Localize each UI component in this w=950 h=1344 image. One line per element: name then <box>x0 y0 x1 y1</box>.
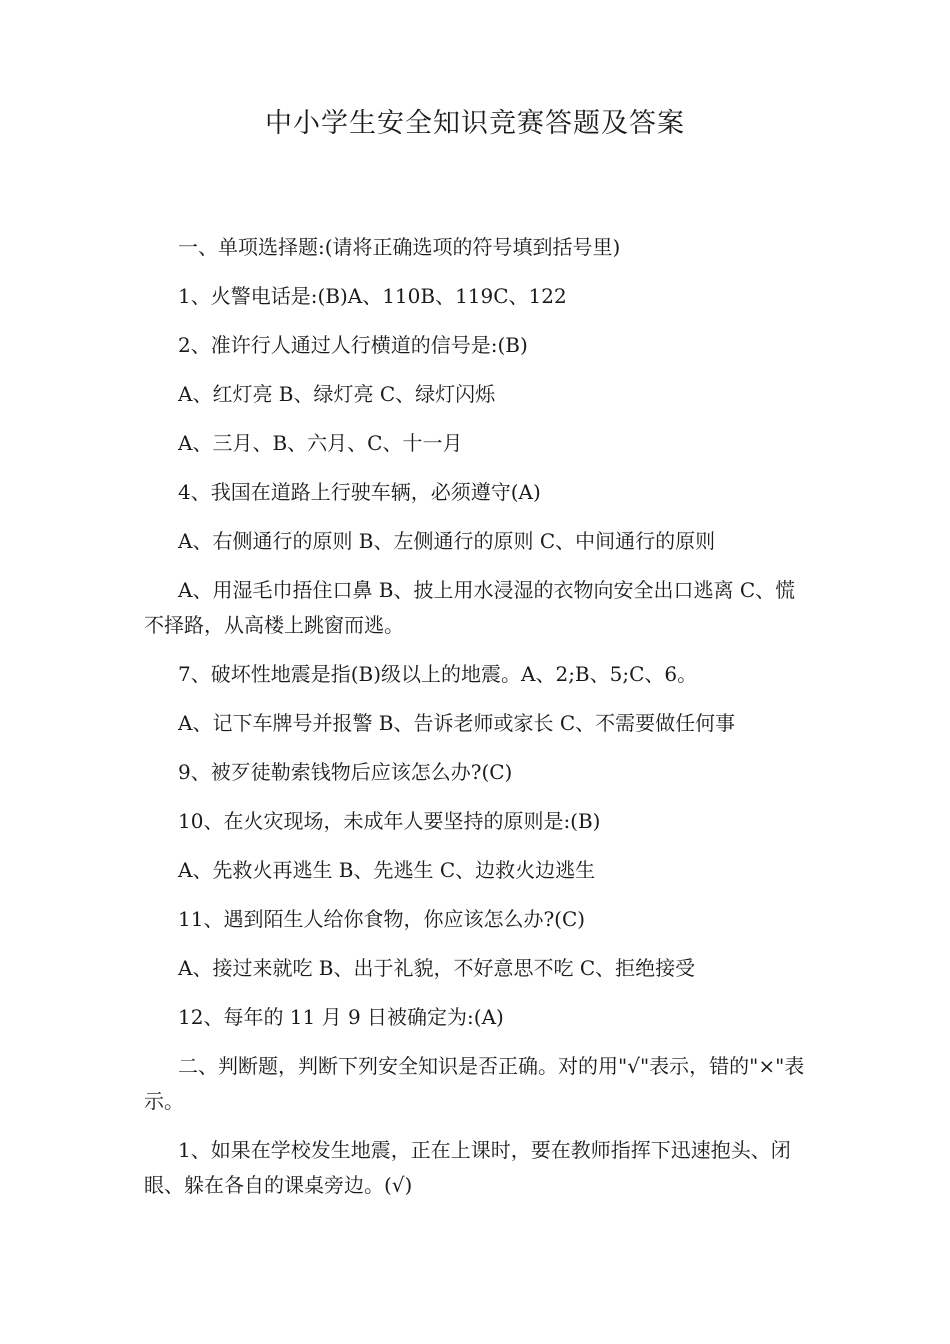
question-12: 12、每年的 11 月 9 日被确定为:(A) <box>178 1005 504 1029</box>
question-8-options: A、记下车牌号并报警 B、告诉老师或家长 C、不需要做任何事 <box>178 711 736 735</box>
section-heading-true-false: 二、判断题，判断下列安全知识是否正确。对的用"√"表示，错的"×"表示。 <box>144 1054 805 1113</box>
question-10: 10、在火灾现场，未成年人要坚持的原则是:(B) <box>178 809 601 833</box>
question-11-options: A、接过来就吃 B、出于礼貌，不好意思不吃 C、拒绝接受 <box>178 956 696 980</box>
question-4-options: A、右侧通行的原则 B、左侧通行的原则 C、中间通行的原则 <box>178 529 716 553</box>
question-11: 11、遇到陌生人给你食物，你应该怎么办?(C) <box>178 907 586 931</box>
question-1: 1、火警电话是:(B)A、110B、119C、122 <box>178 284 567 308</box>
question-4: 4、我国在道路上行驶车辆，必须遵守(A) <box>178 480 541 504</box>
question-2-options: A、红灯亮 B、绿灯亮 C、绿灯闪烁 <box>178 382 496 406</box>
true-false-question-1: 1、如果在学校发生地震，正在上课时，要在教师指挥下迅速抱头、闭眼、躲在各自的课桌旁边。(√) <box>144 1138 791 1197</box>
question-3-options: A、三月、B、六月、C、十一月 <box>178 431 463 455</box>
question-10-options: A、先救火再逃生 B、先逃生 C、边救火边逃生 <box>178 858 596 882</box>
question-2: 2、准许行人通过人行横道的信号是:(B) <box>178 333 528 357</box>
question-7: 7、破坏性地震是指(B)级以上的地震。A、2;B、5;C、6。 <box>178 662 698 686</box>
question-9: 9、被歹徒勒索钱物后应该怎么办?(C) <box>178 760 513 784</box>
section-heading-single-choice: 一、单项选择题:(请将正确选项的符号填到括号里) <box>178 235 621 259</box>
document-title: 中小学生安全知识竞赛答题及答案 <box>265 108 685 139</box>
question-6-options: A、用湿毛巾捂住口鼻 B、披上用水浸湿的衣物向安全出口逃离 C、慌不择路，从高楼上跳窗而逃。 <box>144 578 796 637</box>
document-body <box>144 230 812 1217</box>
